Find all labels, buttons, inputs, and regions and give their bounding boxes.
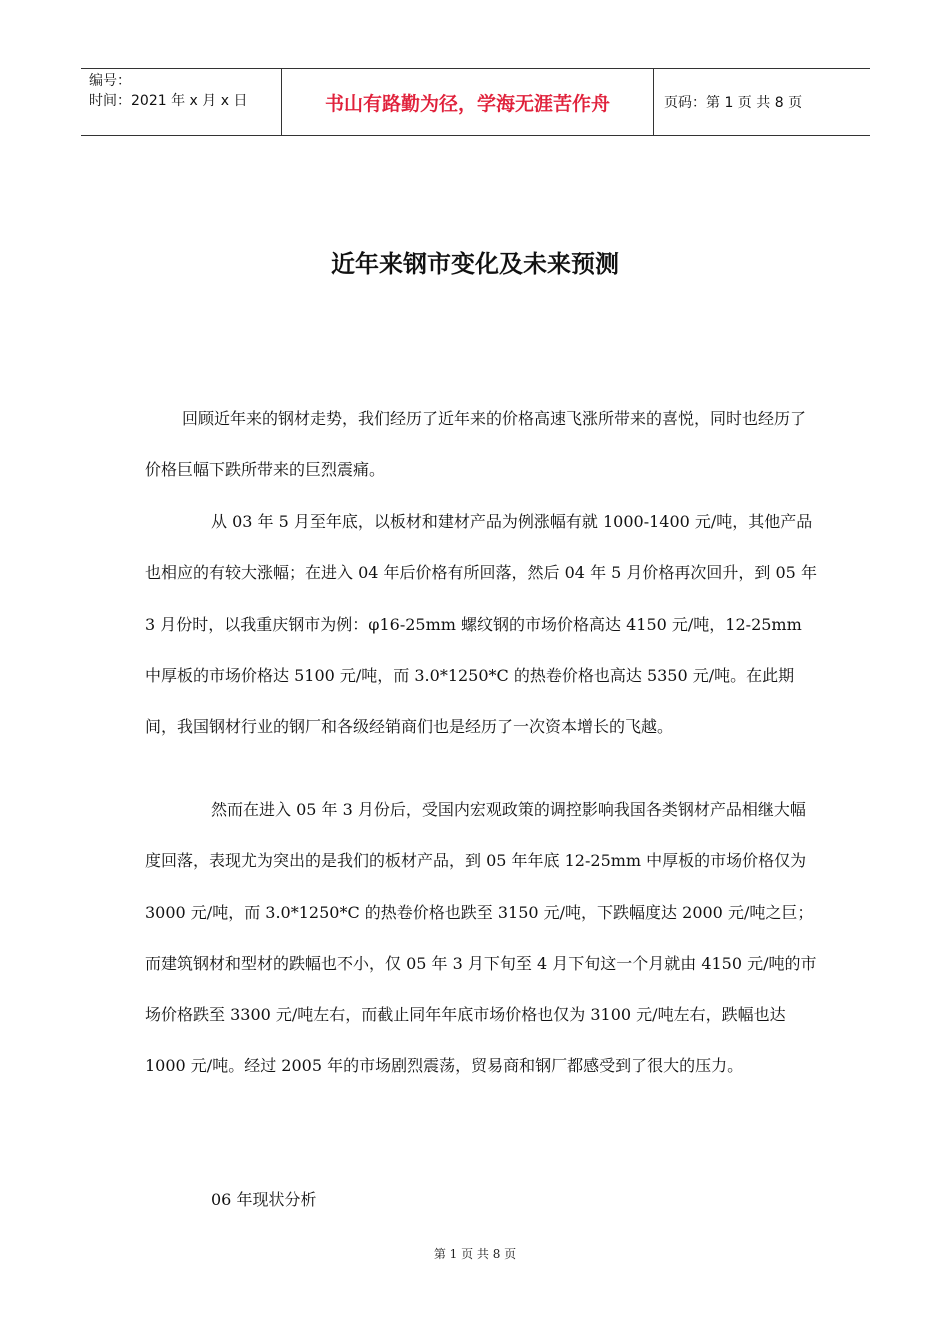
header-motto: 书山有路勤为径，学海无涯苦作舟 (282, 69, 654, 135)
date-label: 时间：2021 年 x 月 x 日 (89, 93, 248, 109)
section-subheading: 06 年现状分析 (211, 1190, 317, 1209)
document-title: 近年来钢市变化及未来预测 (331, 250, 619, 278)
header-meta (81, 69, 282, 135)
paragraph-2-block (145, 496, 817, 752)
page-header (81, 68, 870, 136)
paragraph-1-block (145, 393, 817, 496)
page-footer: 第 1 页 共 8 页 (433, 1247, 517, 1261)
paragraph: 然而在进入 05 年 3 月份后，受国内宏观政策的调控影响我国各类钢材产品相继大幅度回落，表现尤为突出的是我们的板材产品，到 05 年年底 12-25mm 中厚板的市场价格仅为 3000 元/吨，而 3.0*1250*C 的热卷价格也跌至 3150 元/吨，下跌幅度达 2000 元/吨之巨；而建筑钢材和型材的跌幅也不小，仅 05 年 3 月下旬至 4 月下旬这一个月就由 4150 元/吨的市场价格跌至 3300 元/吨左右，而截止同年年底市场价格也仅为 3100 元/吨左右，跌幅也达 1000 元/吨。经过 2005 年的市场剧烈震荡，贸易商和钢厂都感受到了很大的压力。 (145, 800, 817, 1076)
paragraph: 回顾近年来的钢材走势，我们经历了近年来的价格高速飞涨所带来的喜悦，同时也经历了价格巨幅下跌所带来的巨烈震痛。 (145, 409, 807, 480)
serial-number-label: 编号： (89, 73, 131, 89)
paragraph-3-block (145, 784, 817, 1092)
header-page-info: 页码：第 1 页 共 8 页 (664, 95, 803, 111)
paragraph: 从 03 年 5 月至年底，以板材和建材产品为例涨幅有就 1000-1400 元/吨，其他产品也相应的有较大涨幅；在进入 04 年后价格有所回落，然后 04 年 5 月价格再次回升，到 05 年 3 月份时，以我重庆钢市为例：φ16-25mm 螺纹钢的市场价格高达 4150 元/吨，12-25mm 中厚板的市场价格达 5100 元/吨，而 3.0*1250*C 的热卷价格也高达 5350 元/吨。在此期间，我国钢材行业的钢厂和各级经销商们也是经历了一次资本增长的飞越。 (145, 512, 817, 737)
